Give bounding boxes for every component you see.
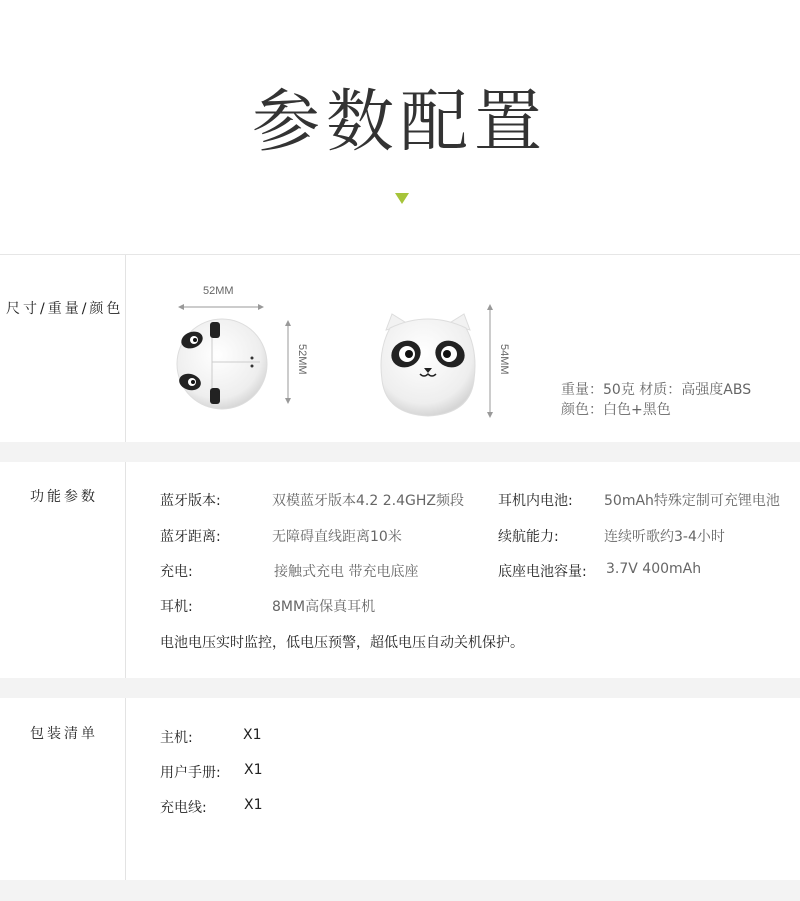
bt-version-label: 蓝牙版本:: [160, 493, 221, 509]
down-arrow-icon: [395, 193, 409, 204]
column-divider: [125, 698, 126, 880]
product-front-view-image: [378, 310, 478, 420]
width-dimension-label: 52MM: [203, 285, 234, 297]
page-title: 参数配置: [251, 83, 548, 162]
section-separator: [0, 678, 800, 698]
charge-label: 充电:: [160, 564, 193, 580]
section-separator: [0, 442, 800, 462]
package-item-name: 用户手册:: [160, 765, 221, 781]
side-height-dimension-label: 52MM: [296, 344, 308, 375]
section-label-package: 包装清单: [30, 726, 98, 742]
bt-range-label: 蓝牙距离:: [160, 529, 221, 545]
package-item-qty: X1: [243, 727, 262, 743]
section-separator: [0, 880, 800, 901]
charge-value: 接触式充电 带充电底座: [274, 564, 419, 580]
column-divider: [125, 462, 126, 678]
weight-material-text: 重量：50克 材质：高强度ABS: [561, 382, 752, 398]
base-battery-value: 3.7V 400mAh: [606, 561, 702, 577]
color-text: 颜色：白色+黑色: [561, 402, 671, 418]
ear-battery-label: 耳机内电池:: [498, 493, 573, 509]
base-battery-label: 底座电池容量:: [498, 564, 587, 580]
endurance-label: 续航能力:: [498, 529, 559, 545]
package-item-qty: X1: [244, 762, 263, 778]
bt-version-value: 双模蓝牙版本4.2 2.4GHZ频段: [272, 493, 464, 509]
package-item-name: 主机:: [160, 730, 193, 746]
front-height-dimension-label: 54MM: [498, 344, 510, 375]
package-item-name: 充电线:: [160, 800, 207, 816]
earphone-value: 8MM高保真耳机: [272, 599, 376, 615]
section-label-size: 尺寸/重量/颜色: [6, 301, 124, 317]
endurance-value: 连续听歌约3-4小时: [604, 529, 725, 545]
divider: [0, 254, 800, 255]
section-label-function: 功能参数: [30, 489, 98, 505]
earphone-label: 耳机:: [160, 599, 193, 615]
package-item-qty: X1: [244, 797, 263, 813]
bt-range-value: 无障碍直线距离10米: [272, 529, 402, 545]
width-dimension-arrow: [176, 298, 266, 312]
product-top-view-image: [172, 314, 272, 414]
column-divider: [125, 255, 126, 442]
height-dimension-arrow: [281, 318, 295, 406]
ear-battery-value: 50mAh特殊定制可充锂电池: [604, 493, 780, 509]
front-height-dimension-arrow: [483, 302, 497, 420]
battery-protection-note: 电池电压实时监控，低电压预警，超低电压自动关机保护。: [160, 635, 524, 651]
